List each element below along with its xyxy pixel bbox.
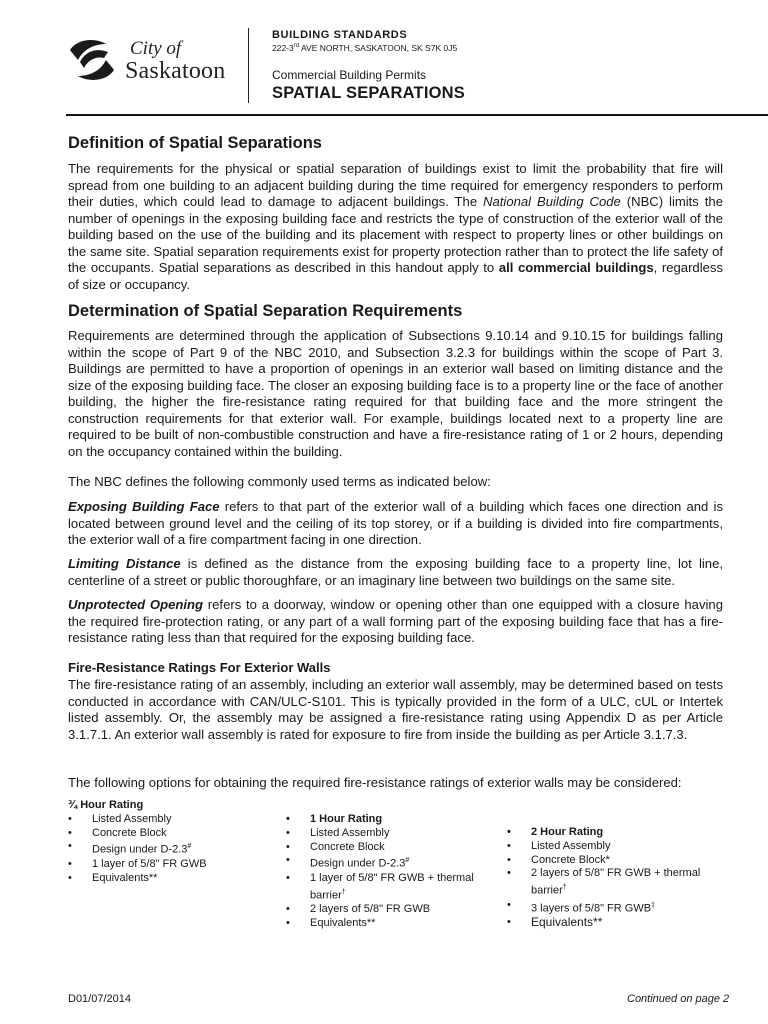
determination-paragraph: Requirements are determined through the application of Subsections 9.10.14 and 9.10.15 for buildings falling within the scope of Part 9 of the NBC 2010, and Subsection 3.2.3 for buildings within the scope of Part 3. Buildings are permitted to have a proportion of openings in an exterior wall based on limiting distance and the size of the exposing building face. The closer an exposing building face is to a property line or the face of another building, the higher the fire-resistance rating required for that building face and the more stringent the construction requirements for that exterior wall. For example, buildings located next to a property line are required to be built of non-combustible construction and have a fire-resistance rating of 1 or 2 hours, depending on the occupancy contained within the building. bbox=[68, 328, 723, 459]
fire-resistance-paragraph: The fire-resistance rating of an assembly, including an exterior wall assembly, may be determined based on tests conducted in accordance with CAN/ULC-S101. This is typically provided in the form of a ULC, cUL or Intertek listed assembly. Or, the assembly may be assigned a fire-resistance rating using Appendix D as per Article 3.1.7.1. An exterior wall assembly is rated for exposure to fire from inside the building as per Article 3.1.7.3. bbox=[68, 677, 723, 742]
list-item: • Listed Assembly bbox=[68, 813, 268, 827]
term-unprotected-opening: Unprotected Opening refers to a doorway, window or opening other than one equipped with a closure having the required fire-protection rating, or any part of a wall forming part of the exposing building face that has a fire-resistance rating less than that required for the exposing building face. bbox=[68, 597, 723, 645]
header-rule bbox=[66, 114, 768, 116]
list-item: • Listed Assembly bbox=[286, 827, 486, 841]
department-address: 222-3rd AVE NORTH, SASKATOON, SK S7K 0J5 bbox=[272, 43, 458, 53]
section-heading-fire-resistance: Fire-Resistance Ratings For Exterior Walls bbox=[68, 660, 331, 675]
document-title: SPATIAL SEPARATIONS bbox=[272, 84, 465, 102]
section-heading-definition: Definition of Spatial Separations bbox=[68, 134, 322, 152]
definition-paragraph: The requirements for the physical or spatial separation of buildings exist to limit the probability that fire will spread from one building to an adjacent building during the time required for emergency responders to perform their duties, which could lead to damage to adjacent buildings. The National Building Code (NBC) limits the number of openings in the exposing building face and restricts the type of construction of the exterior wall of the building based on the use of the building and its placement with respect to property lines or other buildings on the same site. Spatial separation requirements exist for property protection rather than to protect the life safety of the occupants. Spatial separations as described in this handout apply to all commercial buildings, regardless of size or occupancy. bbox=[68, 161, 724, 292]
logo-city-name: Saskatoon bbox=[125, 58, 226, 84]
list-item: • 3 layers of 5/8" FR GWB‡ bbox=[507, 899, 717, 916]
document-code: D01/07/2014 bbox=[68, 993, 131, 1005]
section-heading-determination: Determination of Spatial Separation Requirements bbox=[68, 302, 463, 320]
continued-note: Continued on page 2 bbox=[627, 993, 730, 1005]
city-logo-icon bbox=[66, 38, 118, 82]
term-limiting-distance: Limiting Distance is defined as the distance from the exposing building face to a property line, lot line, centerline of a street or public thoroughfare, or an imaginary line between two buildings on the same site. bbox=[68, 556, 723, 588]
header-divider bbox=[248, 28, 249, 103]
definitions-intro: The NBC defines the following commonly used terms as indicated below: bbox=[68, 474, 491, 489]
logo-city-of: City of bbox=[130, 38, 182, 59]
list-item: • 2 layers of 5/8" FR GWB bbox=[286, 903, 486, 917]
list-item: • Concrete Block bbox=[68, 827, 268, 841]
list-item: • Design under D-2.3# bbox=[68, 840, 268, 857]
list-item: • Equivalents** bbox=[68, 872, 268, 886]
rating-heading: ¾ Hour Rating bbox=[68, 799, 144, 811]
list-item: • Equivalents** bbox=[286, 917, 486, 931]
list-item: • Concrete Block* bbox=[507, 854, 717, 868]
list-item: • 1 layer of 5/8" FR GWB + thermal barrier† bbox=[286, 872, 486, 903]
document-subtitle: Commercial Building Permits bbox=[272, 68, 427, 82]
department-name: BUILDING STANDARDS bbox=[272, 29, 408, 41]
rating-heading: • 1 Hour Rating bbox=[286, 813, 486, 827]
list-item: • 1 layer of 5/8" FR GWB bbox=[68, 858, 268, 872]
list-item: • 2 layers of 5/8" FR GWB + thermal barrier† bbox=[507, 867, 717, 898]
rating-column-three-quarter-hour bbox=[68, 799, 268, 885]
rating-column-one-hour bbox=[286, 813, 486, 931]
term-exposing-building-face: Exposing Building Face refers to that part of the exterior wall of a building which faces one direction and is located between ground level and the ceiling of its top storey, or if a building is divided into fire compartments, the exterior wall of a fire compartment facing in one direction. bbox=[68, 499, 723, 547]
options-intro: The following options for obtaining the required fire-resistance ratings of exterior walls may be considered: bbox=[68, 775, 682, 790]
list-item: • Concrete Block bbox=[286, 841, 486, 855]
list-item: • Equivalents** bbox=[507, 916, 717, 930]
rating-heading: • 2 Hour Rating bbox=[507, 826, 717, 840]
list-item: • Design under D-2.3# bbox=[286, 854, 486, 871]
list-item: • Listed Assembly bbox=[507, 840, 717, 854]
rating-column-two-hour bbox=[507, 826, 717, 930]
